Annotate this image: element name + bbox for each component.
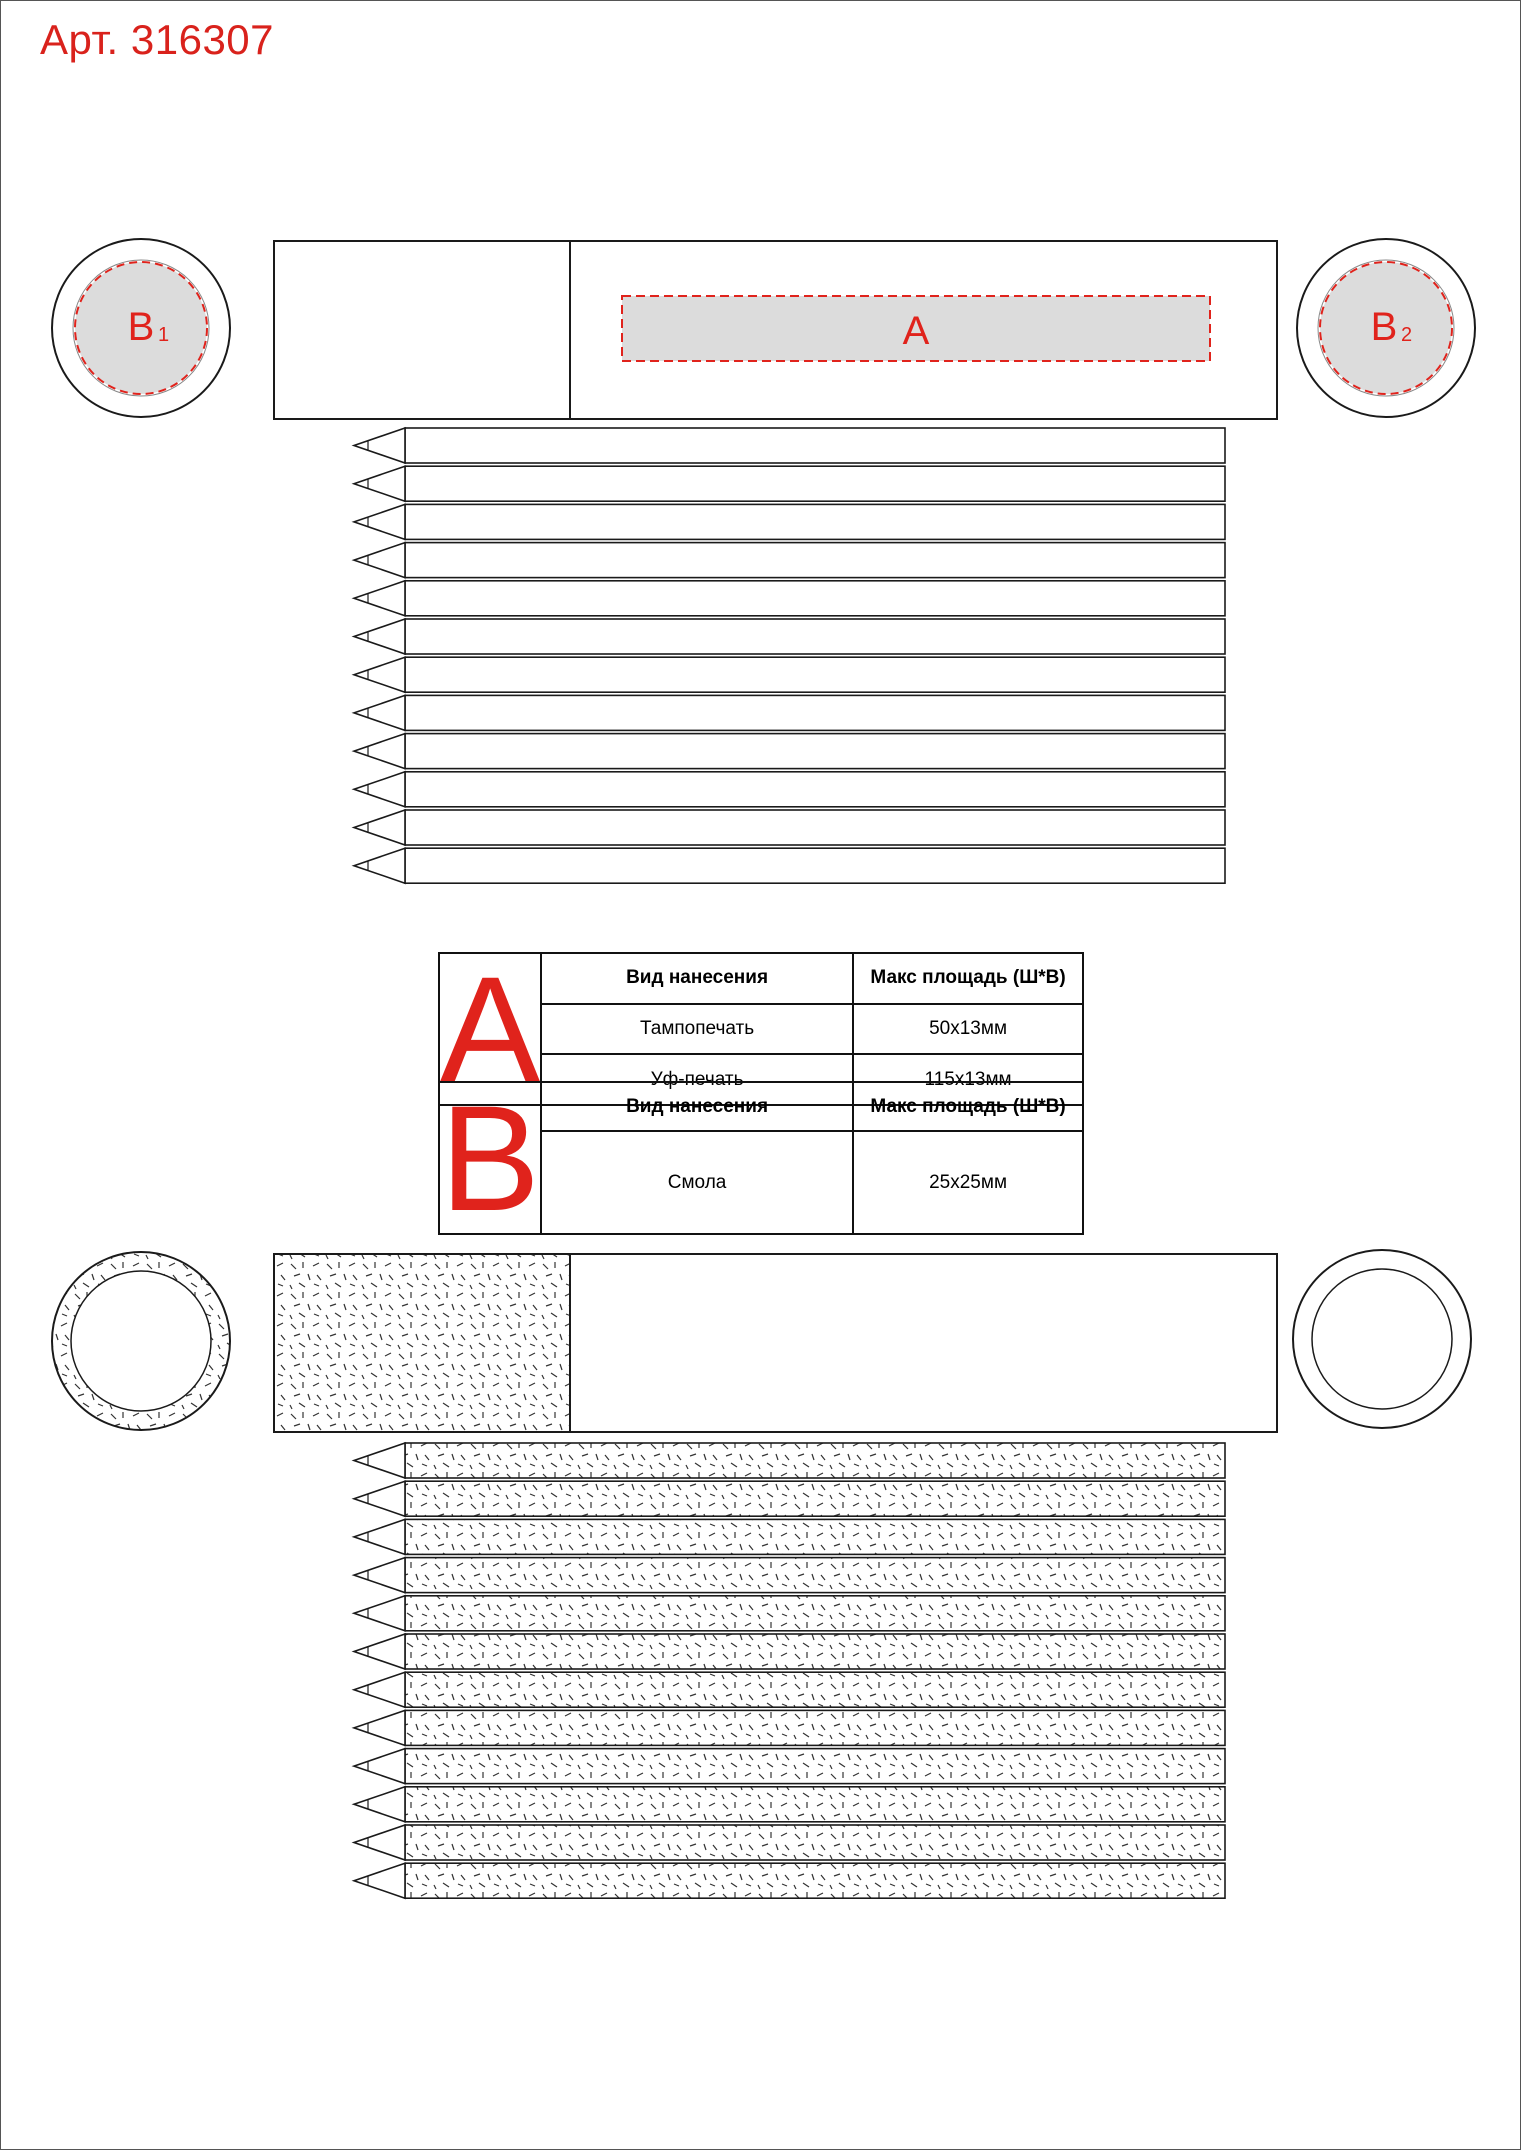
pencil	[354, 1749, 1225, 1784]
box-bottom-view	[274, 1254, 1277, 1432]
table-b-header-area: Макс площадь (Ш*В)	[853, 1082, 1083, 1131]
table-a-letter: A	[440, 945, 541, 1113]
zone-b2-subscript: 2	[1401, 324, 1413, 346]
table-a-header-area: Макс площадь (Ш*В)	[853, 953, 1083, 1004]
pencil	[354, 619, 1225, 654]
pencil	[354, 466, 1225, 501]
table-row-method: Смола	[541, 1131, 853, 1234]
zone-b1-subscript: 1	[158, 324, 170, 346]
pencil	[354, 1443, 1225, 1478]
end-cap-b2	[1297, 239, 1475, 417]
table-row-method: Уф-печать	[541, 1054, 853, 1105]
box-top-view	[274, 241, 1277, 419]
zone-a-label: A	[902, 309, 930, 353]
pencil	[354, 695, 1225, 730]
pencil	[354, 1863, 1225, 1898]
pencil	[354, 1710, 1225, 1745]
end-cap-right-bottom	[1293, 1250, 1471, 1428]
pencil	[354, 1596, 1225, 1631]
pencil	[354, 543, 1225, 578]
pencil	[354, 1558, 1225, 1593]
table-row-area: 50х13мм	[853, 1004, 1083, 1055]
table-row-area: 25х25мм	[853, 1131, 1083, 1234]
pencil	[354, 1825, 1225, 1860]
table-a-header-method: Вид нанесения	[541, 953, 853, 1004]
pencil	[354, 1634, 1225, 1669]
pencil	[354, 657, 1225, 692]
end-cap-b1	[52, 239, 230, 417]
table-b-header-method: Вид нанесения	[541, 1082, 853, 1131]
pencil-stack-top	[354, 428, 1225, 883]
pencil	[354, 1519, 1225, 1554]
pencil	[354, 504, 1225, 539]
pencil	[354, 581, 1225, 616]
table-row-area: 115х13мм	[853, 1054, 1083, 1105]
table-b-letter: B	[440, 1074, 541, 1242]
article-title: Арт. 316307	[40, 16, 275, 63]
pencil	[354, 734, 1225, 769]
pencil	[354, 810, 1225, 845]
table-row-method: Тампопечать	[541, 1004, 853, 1055]
pencil	[354, 1787, 1225, 1822]
zone-b1-label: B	[127, 305, 155, 349]
pencil	[354, 1481, 1225, 1516]
zone-b2-label: B	[1370, 305, 1398, 349]
pencil	[354, 772, 1225, 807]
pencil	[354, 428, 1225, 463]
pencil-stack-bottom	[354, 1443, 1225, 1898]
pencil	[354, 1672, 1225, 1707]
end-cap-left-bottom	[52, 1252, 230, 1430]
pencil	[354, 848, 1225, 883]
